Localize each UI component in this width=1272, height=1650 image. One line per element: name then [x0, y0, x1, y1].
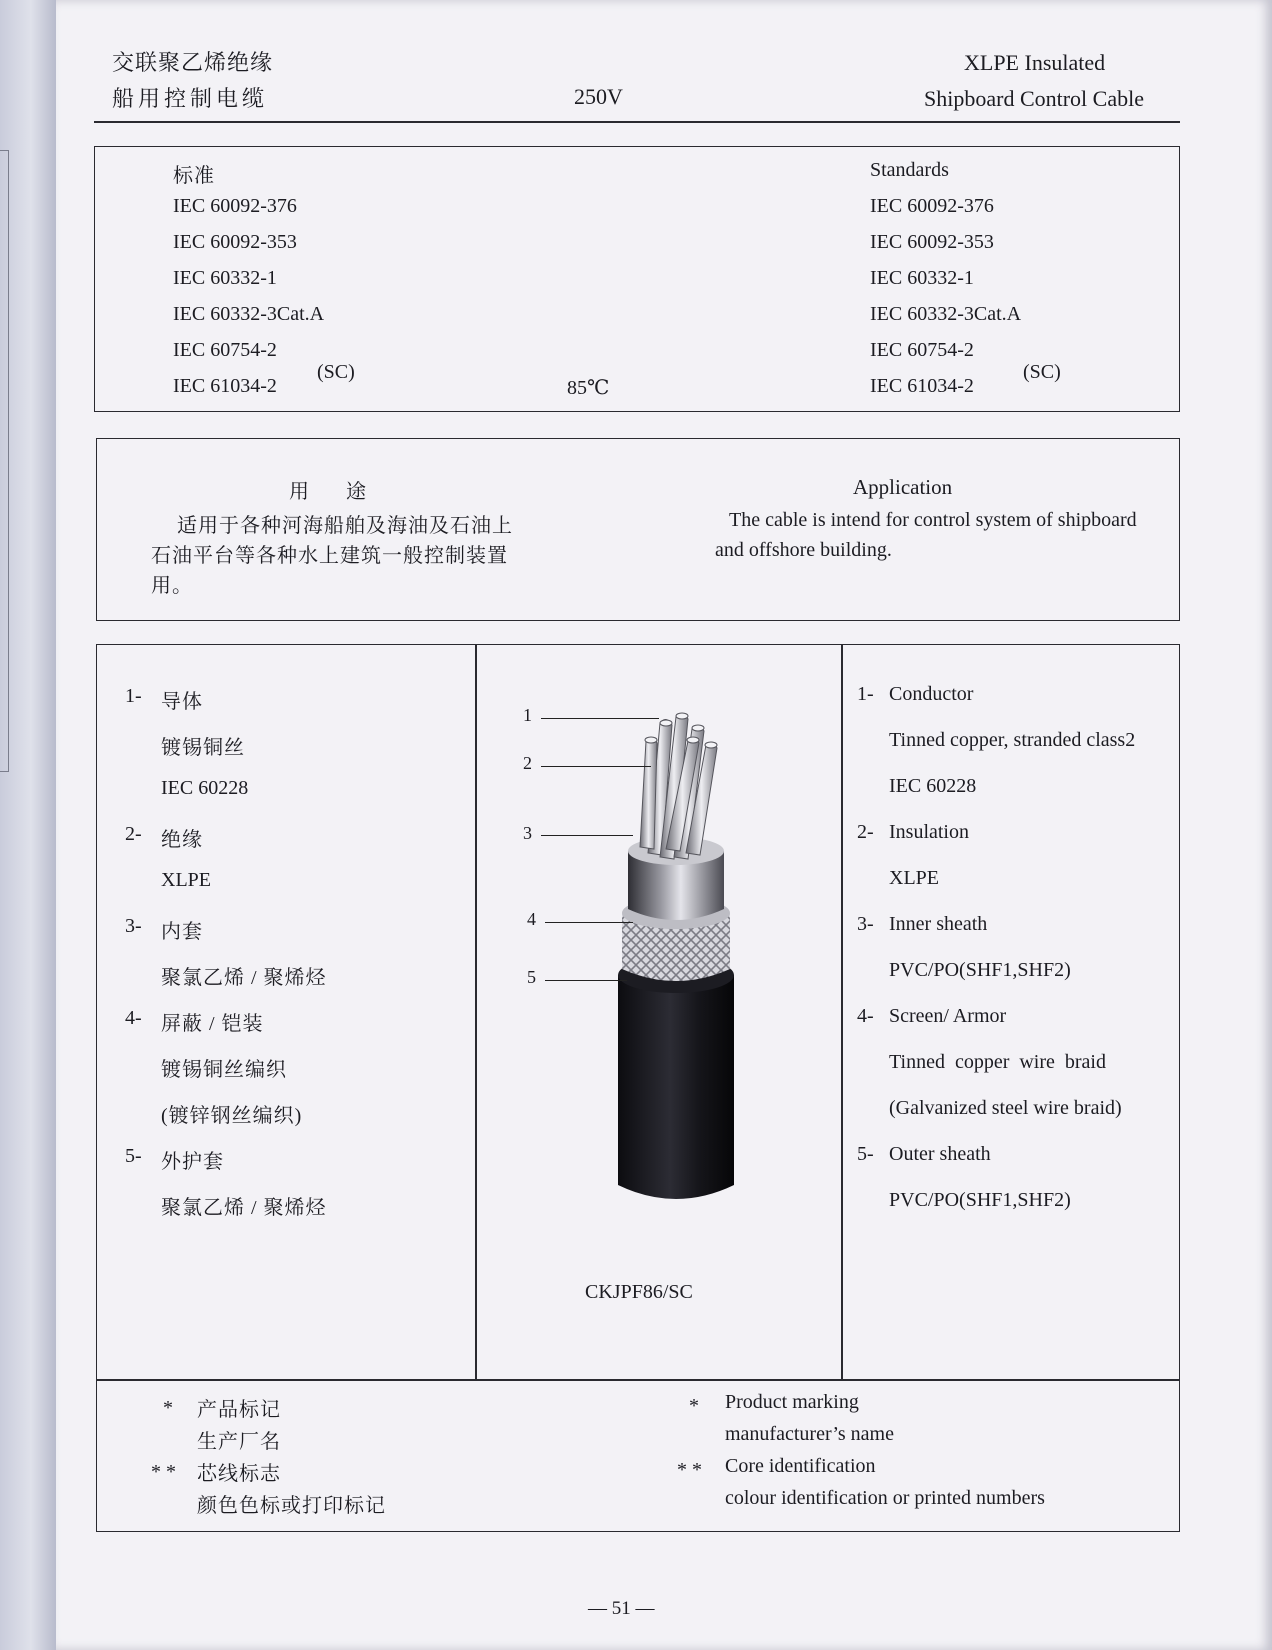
callout-2: 2 — [523, 753, 532, 773]
title-en-line1: XLPE Insulated — [964, 50, 1106, 75]
cn-item-3-detail-1: 聚氯乙烯 / 聚烯烃 — [161, 967, 327, 989]
application-text-cn-3: 用。 — [151, 575, 193, 597]
cn-mark-1-label: 产品标记 — [197, 1399, 281, 1421]
en-item-2-detail-1: XLPE — [889, 867, 939, 889]
conductor-tip — [687, 737, 699, 743]
en-mark-1-label: Product marking — [725, 1391, 859, 1413]
en-item-2-num: 2- — [857, 821, 874, 843]
en-item-4-detail-1: Tinned copper wire braid — [889, 1051, 1106, 1073]
standards-label-en: Standards — [870, 159, 949, 181]
standard-en-4: IEC 60332-3Cat.A — [870, 303, 1022, 325]
cable-model-code: CKJPF86/SC — [585, 1281, 693, 1303]
en-item-1-detail-2: IEC 60228 — [889, 775, 977, 797]
standard-en-2: IEC 60092-353 — [870, 231, 994, 253]
catalog-page — [56, 0, 1272, 1650]
cn-item-1-detail-1: 镀锡铜丝 — [161, 737, 245, 759]
cn-item-3-num: 3- — [125, 915, 142, 937]
cn-item-2-num: 2- — [125, 823, 142, 845]
callout-line-3 — [541, 835, 633, 836]
callout-line-4 — [545, 922, 633, 923]
conductor-tip — [692, 725, 704, 731]
en-item-5-detail-1: PVC/PO(SHF1,SHF2) — [889, 1189, 1071, 1211]
en-mark-1-marker: * — [689, 1395, 699, 1417]
standard-en-3: IEC 60332-1 — [870, 267, 974, 289]
cn-item-1-num: 1- — [125, 685, 142, 707]
en-item-1-num: 1- — [857, 683, 874, 705]
standard-en-5: IEC 60754-2 — [870, 339, 974, 361]
conductor-tip — [676, 713, 688, 719]
en-item-4-label: Screen/ Armor — [889, 1005, 1007, 1027]
application-text-en-1: The cable is intend for control system of shipboard — [729, 509, 1137, 531]
en-mark-1-detail: manufacturer’s name — [725, 1423, 894, 1445]
en-mark-2-marker: * * — [677, 1459, 702, 1481]
callout-1: 1 — [523, 705, 532, 725]
cn-item-5-label: 外护套 — [161, 1151, 224, 1173]
sc-note-cn: (SC) — [317, 361, 355, 383]
marking-divider — [97, 1379, 1179, 1381]
cn-item-1-detail-2: IEC 60228 — [161, 777, 249, 799]
en-item-4-detail-2: (Galvanized steel wire braid) — [889, 1097, 1122, 1119]
cn-item-4-label: 屏蔽 / 铠装 — [161, 1013, 264, 1035]
spine-edge — [0, 150, 9, 772]
application-text-cn-2: 石油平台等各种水上建筑一般控制装置 — [151, 545, 508, 567]
en-item-3-label: Inner sheath — [889, 913, 988, 935]
callout-3: 3 — [523, 823, 532, 843]
page-number: — 51 — — [588, 1598, 655, 1619]
application-title-cn: 用 途 — [289, 481, 367, 503]
cn-mark-1-marker: * — [163, 1397, 173, 1419]
cn-item-2-label: 绝缘 — [161, 829, 203, 851]
standards-label-cn: 标准 — [173, 165, 215, 187]
en-item-1-label: Conductor — [889, 683, 974, 705]
conductor-tip — [705, 742, 717, 748]
standards-box — [94, 146, 1180, 412]
en-item-3-detail-1: PVC/PO(SHF1,SHF2) — [889, 959, 1071, 981]
cn-mark-2-marker: * * — [151, 1461, 176, 1483]
voltage-rating: 250V — [574, 84, 623, 109]
conductors — [640, 713, 717, 859]
en-mark-2-label: Core identification — [725, 1455, 876, 1477]
cn-mark-1-detail: 生产厂名 — [197, 1431, 281, 1453]
book-spine — [0, 0, 56, 1650]
standard-en-1: IEC 60092-376 — [870, 195, 994, 217]
cn-item-3-label: 内套 — [161, 921, 203, 943]
conductor-tip — [645, 737, 657, 743]
construction-box — [96, 644, 1180, 1532]
outer-sheath — [618, 975, 734, 1199]
cn-item-5-num: 5- — [125, 1145, 142, 1167]
standard-cn-6: IEC 61034-2 — [173, 375, 277, 397]
callout-4: 4 — [527, 909, 536, 929]
title-cn-line1: 交联聚乙烯绝缘 — [112, 50, 274, 75]
max-temperature: 85℃ — [567, 377, 610, 399]
callout-line-5 — [545, 980, 627, 981]
en-item-5-label: Outer sheath — [889, 1143, 991, 1165]
cn-item-1-label: 导体 — [161, 691, 203, 713]
cn-mark-2-label: 芯线标志 — [197, 1463, 281, 1485]
application-box — [96, 438, 1180, 621]
application-title-en: Application — [853, 475, 953, 499]
title-en-line2: Shipboard Control Cable — [924, 86, 1144, 111]
standard-cn-2: IEC 60092-353 — [173, 231, 297, 253]
cn-item-4-detail-2: (镀锌钢丝编织) — [161, 1105, 303, 1127]
en-item-1-detail-1: Tinned copper, stranded class2 — [889, 729, 1136, 751]
en-item-3-num: 3- — [857, 913, 874, 935]
standard-cn-4: IEC 60332-3Cat.A — [173, 303, 325, 325]
en-item-4-num: 4- — [857, 1005, 874, 1027]
standard-cn-3: IEC 60332-1 — [173, 267, 277, 289]
en-item-2-label: Insulation — [889, 821, 969, 843]
cn-item-2-detail-1: XLPE — [161, 869, 211, 891]
callout-5: 5 — [527, 967, 536, 987]
en-item-5-num: 5- — [857, 1143, 874, 1165]
standard-en-6: IEC 61034-2 — [870, 375, 974, 397]
column-divider-right — [841, 645, 843, 1381]
callout-line-2 — [541, 766, 651, 767]
cn-item-5-detail-1: 聚氯乙烯 / 聚烯烃 — [161, 1197, 327, 1219]
cn-item-4-num: 4- — [125, 1007, 142, 1029]
application-text-cn-1: 适用于各种河海船舶及海油及石油上 — [177, 515, 513, 537]
standard-cn-5: IEC 60754-2 — [173, 339, 277, 361]
header-rule — [94, 121, 1180, 123]
conductor-wire — [640, 737, 657, 849]
application-text-en-2: and offshore building. — [715, 539, 892, 561]
en-mark-2-detail: colour identification or printed numbers — [725, 1487, 1045, 1509]
title-cn-line2: 船用控制电缆 — [112, 86, 269, 111]
standard-cn-1: IEC 60092-376 — [173, 195, 297, 217]
callout-line-1 — [541, 718, 659, 719]
sc-note-en: (SC) — [1023, 361, 1061, 383]
cn-mark-2-detail: 颜色色标或打印标记 — [197, 1495, 386, 1517]
cn-item-4-detail-1: 镀锡铜丝编织 — [161, 1059, 287, 1081]
conductor-tip — [660, 720, 672, 726]
